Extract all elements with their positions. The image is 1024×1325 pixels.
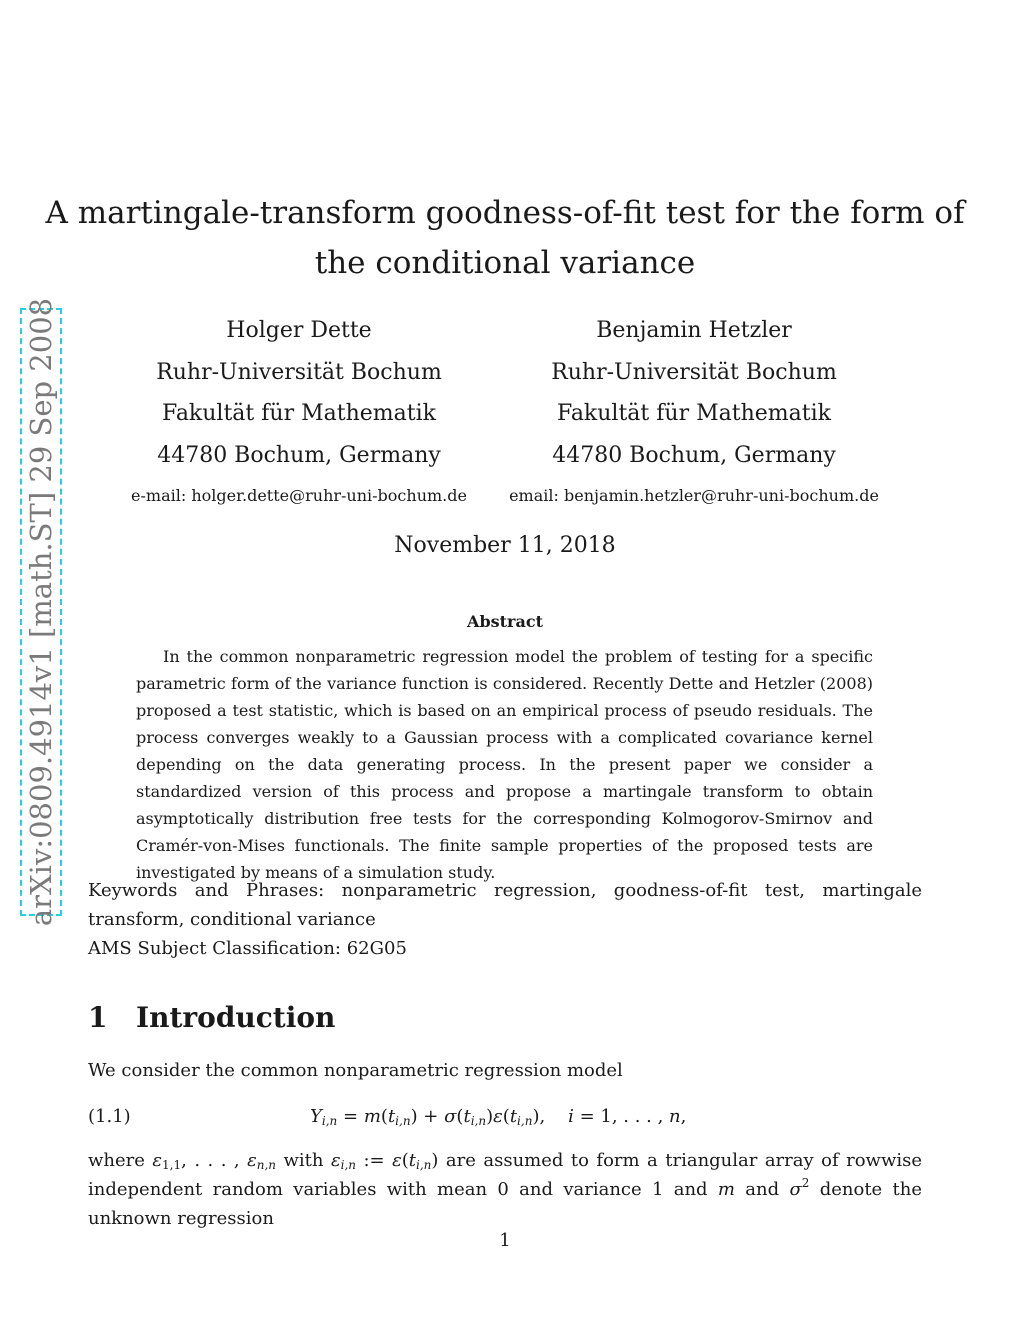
email-label: email: (509, 486, 559, 505)
title-line-2: the conditional variance (314, 245, 696, 281)
author-email-line (484, 476, 904, 516)
section-heading (88, 998, 335, 1038)
page-number: 1 (499, 1230, 511, 1251)
arxiv-id: arXiv:0809.4914v1 [math.ST] 29 Sep 2008 (24, 297, 58, 927)
para-text: where (88, 1150, 153, 1171)
abstract-heading: Abstract (467, 612, 543, 631)
section-number: 1 (88, 1001, 108, 1034)
author-affiliation: Ruhr-Universität Bochum (156, 359, 442, 385)
paper-date: November 11, 2018 (394, 533, 616, 558)
intro-paragraph-2: where $\varepsilon_{1,1}$, . . . , $\varepsilon_{n,n}$ with $\varepsilon_{i,n}$ := $\varepsilon(t_{i,n})$ are assumed to form a triangular array of rowwise independent random variables with mean 0 and variance 1 and m and $\sigma^2$ denote the unknown regression (88, 1150, 923, 1229)
author-address: 44780 Bochum, Germany (157, 442, 441, 468)
email-label: e-mail: (131, 486, 187, 505)
author-department: Fakultät für Mathematik (162, 401, 436, 426)
abstract-text: In the common nonparametric regression model the problem of testing for a specific parametric form of the variance function is considered. Recently Dette and Hetzler (2008) proposed a test statistic, which is based on an empirical process of pseudo residuals. The process converges weakly to a Gaussian process with a complicated covariance kernel depending on the data generating process. In the present paper we consider a standardized version of this process and propose a martingale transform to obtain asymptotically distribution free tests for the corresponding Kolmogorov-Smirnov and Cramér-von-Mises functionals. The finite sample properties of the proposed tests are investigated by means of a simulation study. (136, 647, 873, 882)
intro-paragraph-1: We consider the common nonparametric regression model (88, 1060, 623, 1081)
para-text: denote the unknown regression (88, 1179, 923, 1229)
equation-1-1: $Y_{i,n} = m(t_{i,n}) + \sigma(t_{i,n})\varepsilon(t_{i,n})$, i = 1, . . . , n, (310, 1106, 687, 1128)
keywords: Keywords and Phrases: nonparametric regression, goodness-of-fit test, martingale transform, conditional variance (88, 880, 922, 930)
para-text: are assumed to form a triangular array of rowwise independent random variables with mean 0 and variance 1 and (88, 1150, 922, 1200)
para-text: and (734, 1179, 790, 1200)
paper-title (0, 188, 1010, 288)
equation-label: (1.1) (88, 1106, 131, 1127)
abstract-body (136, 643, 873, 886)
title-line-1: A martingale-transform goodness-of-fit test for the form of (45, 195, 965, 231)
author-name: Holger Dette (226, 318, 372, 343)
section-title: Introduction (136, 1001, 336, 1034)
author-block-2 (484, 310, 904, 516)
author-name: Benjamin Hetzler (596, 318, 792, 343)
author-affiliation: Ruhr-Universität Bochum (551, 359, 837, 385)
author-email-line (89, 476, 509, 516)
ams-classification: AMS Subject Classification: 62G05 (88, 938, 407, 959)
author-email: benjamin.hetzler@ruhr-uni-bochum.de (563, 486, 879, 505)
author-email: holger.dette@ruhr-uni-bochum.de (191, 486, 467, 505)
keywords-block (88, 876, 922, 963)
author-address: 44780 Bochum, Germany (552, 442, 836, 468)
author-block-1 (89, 310, 509, 516)
author-department: Fakultät für Mathematik (557, 401, 831, 426)
